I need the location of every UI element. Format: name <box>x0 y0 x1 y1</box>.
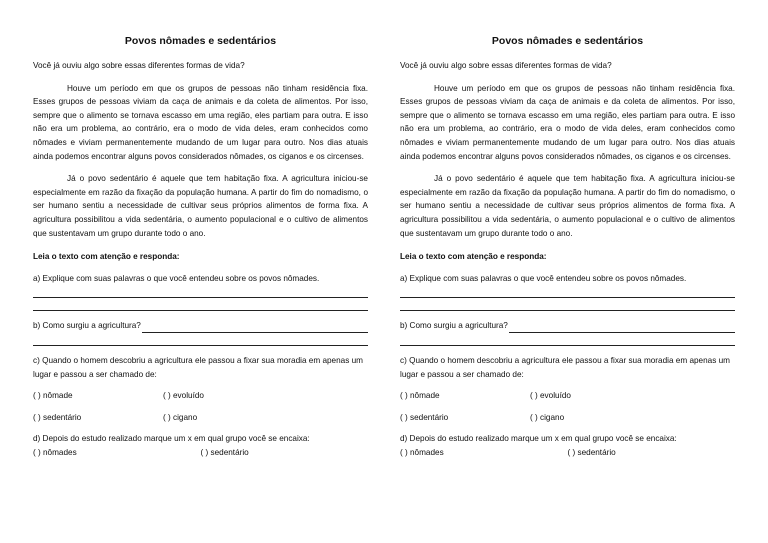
option-checkbox[interactable]: ( ) nômade <box>400 391 440 401</box>
options-row <box>33 411 368 425</box>
question-b: b) Como surgiu a agricultura? <box>33 321 141 331</box>
option-checkbox[interactable]: ( ) evoluído <box>163 391 204 401</box>
option-checkbox[interactable]: ( ) cigano <box>163 412 198 422</box>
paragraph-nomads: Houve um período em que os grupos de pessoas não tinham residência fixa. Esses grupos de pessoas viviam da caça de animais e da coleta de alimentos. Por isso, sempre que o alimento se tornava escasso em uma região, eles partiam para outra. E isso não era um problema, ao contrário, era o modo de vida deles, eram conhecidos como nômades e viviam permanentemente mudando de um lugar para outro. Nos dias atuais ainda podemos encontrar alguns povos considerados nômades, os ciganos e os circenses. <box>33 83 368 161</box>
question-b-row <box>33 319 368 333</box>
options-row <box>400 446 735 460</box>
worksheet-title: Povos nômades e sedentários <box>124 35 277 47</box>
options-row <box>400 389 735 403</box>
intro-question: Você já ouviu algo sobre essas diferentes formas de vida? <box>33 61 245 70</box>
question-b: b) Como surgiu a agricultura? <box>400 321 508 331</box>
intro-question: Você já ouviu algo sobre essas diferentes formas de vida? <box>400 61 612 70</box>
option-checkbox[interactable]: ( ) nômade <box>33 391 73 401</box>
options-row <box>400 411 735 425</box>
question-b-row <box>400 319 735 333</box>
answer-line[interactable] <box>33 285 368 298</box>
question-c: c) Quando o homem descobriu a agricultura ele passou a fixar sua moradia em apenas um lugar e passou a ser chamado de: <box>400 355 730 379</box>
option-checkbox[interactable]: ( ) sedentário <box>400 412 449 422</box>
question-c: c) Quando o homem descobriu a agricultura ele passou a fixar sua moradia em apenas um lugar e passou a ser chamado de: <box>33 355 363 379</box>
answer-line[interactable] <box>509 322 735 333</box>
option-checkbox[interactable]: ( ) sedentário <box>33 412 82 422</box>
answer-line[interactable] <box>400 298 735 311</box>
answer-line[interactable] <box>142 322 368 333</box>
option-checkbox[interactable]: ( ) nômades <box>33 447 77 457</box>
answer-line[interactable] <box>400 333 735 346</box>
question-a: a) Explique com suas palavras o que você entendeu sobre os povos nômades. <box>33 273 320 283</box>
option-checkbox[interactable]: ( ) sedentário <box>200 447 249 457</box>
paragraph-sedentary: Já o povo sedentário é aquele que tem habitação fixa. A agricultura iniciou-se especialmente em razão da fixação da população humana. A partir do fim do nomadismo, o ser humano sentiu a necessidade de cultivar seus próprios alimentos de forma fixa. A agricultura possibilitou a vida sedentária, o aumento populacional e o cultivo de alimentos que sustentavam um grupo durante todo o ano. <box>33 174 368 238</box>
options-row <box>33 446 368 460</box>
question-d: d) Depois do estudo realizado marque um x em qual grupo você se encaixa: <box>400 434 677 444</box>
worksheet-title: Povos nômades e sedentários <box>491 35 644 47</box>
answer-line[interactable] <box>33 333 368 346</box>
option-checkbox[interactable]: ( ) nômades <box>400 447 444 457</box>
instructions: Leia o texto com atenção e responda: <box>33 252 180 262</box>
worksheet-left <box>33 0 368 459</box>
option-checkbox[interactable]: ( ) cigano <box>530 412 565 422</box>
options-row <box>33 389 368 403</box>
instructions: Leia o texto com atenção e responda: <box>400 252 547 262</box>
question-d: d) Depois do estudo realizado marque um x em qual grupo você se encaixa: <box>33 434 310 444</box>
worksheet-right <box>400 0 735 459</box>
answer-line[interactable] <box>400 285 735 298</box>
option-checkbox[interactable]: ( ) sedentário <box>567 447 616 457</box>
answer-line[interactable] <box>33 298 368 311</box>
paragraph-sedentary: Já o povo sedentário é aquele que tem habitação fixa. A agricultura iniciou-se especialmente em razão da fixação da população humana. A partir do fim do nomadismo, o ser humano sentiu a necessidade de cultivar seus próprios alimentos de forma fixa. A agricultura possibilitou a vida sedentária, o aumento populacional e o cultivo de alimentos que sustentavam um grupo durante todo o ano. <box>400 174 735 238</box>
paragraph-nomads: Houve um período em que os grupos de pessoas não tinham residência fixa. Esses grupos de pessoas viviam da caça de animais e da coleta de alimentos. Por isso, sempre que o alimento se tornava escasso em uma região, eles partiam para outra. E isso não era um problema, ao contrário, era o modo de vida deles, eram conhecidos como nômades e viviam permanentemente mudando de um lugar para outro. Nos dias atuais ainda podemos encontrar alguns povos considerados nômades, os ciganos e os circenses. <box>400 83 735 161</box>
question-a: a) Explique com suas palavras o que você entendeu sobre os povos nômades. <box>400 273 687 283</box>
option-checkbox[interactable]: ( ) evoluído <box>530 391 571 401</box>
